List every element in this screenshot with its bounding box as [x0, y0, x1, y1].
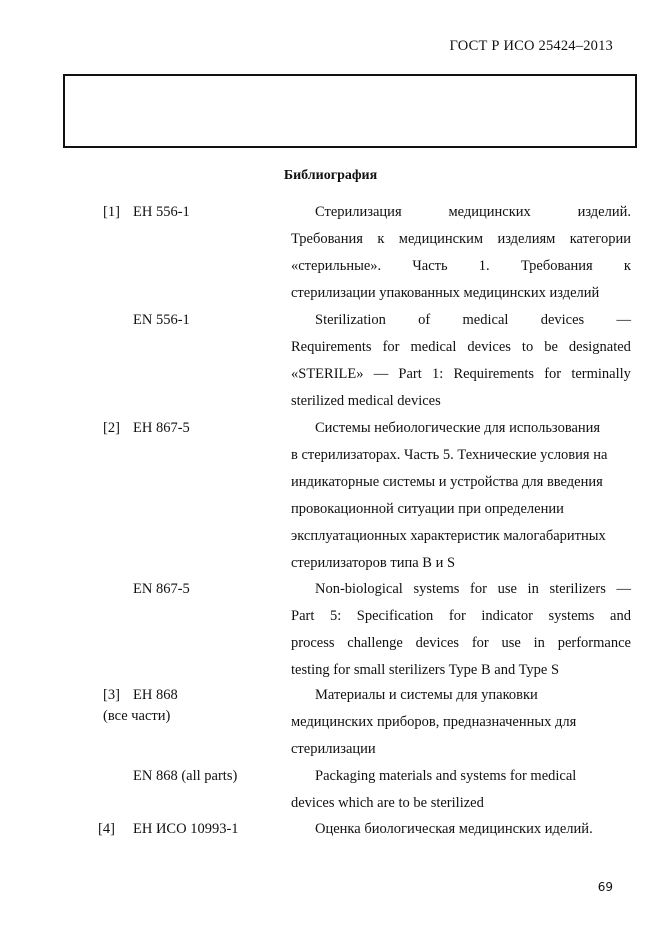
entry-number: [4] — [98, 821, 115, 837]
entry-description — [291, 763, 631, 817]
desc-line: «стерильные». Часть 1. Требования к — [291, 258, 631, 274]
entry-number: [2] — [103, 420, 120, 436]
desc-line: Packaging materials and systems for medical — [315, 768, 577, 784]
page-number: 69 — [597, 880, 613, 894]
desc-line: Стерилизация медицинских изделий. — [315, 204, 631, 220]
desc-line: Non-biological systems for use in sterilizers — — [315, 581, 631, 597]
desc-line: Требования к медицинским изделиям категории — [291, 231, 631, 247]
desc-line: медицинских приборов, предназначенных для — [291, 714, 577, 730]
desc-line: Requirements for medical devices to be designated — [291, 339, 631, 355]
blank-frame — [63, 74, 637, 148]
desc-line: Part 5: Specification for indicator systems and — [291, 608, 631, 624]
desc-line: Оценка биологическая медицинских иделий. — [315, 821, 593, 837]
desc-line: стерилизации упакованных медицинских изделий — [291, 285, 600, 301]
desc-line: эксплуатационных характеристик малогабаритных — [291, 528, 606, 544]
bibliography-title: Библиография — [283, 168, 378, 183]
entry-code: ЕН ИСО 10993-1 — [133, 821, 239, 837]
desc-line: стерилизации — [291, 741, 376, 757]
entry-code: ЕН 868 — [133, 687, 178, 703]
desc-line: Системы небиологические для использования — [315, 420, 601, 436]
entry-number: [1] — [103, 204, 120, 220]
entry-code-note: (все части) — [103, 708, 171, 724]
desc-line: testing for small sterilizers Type B and Type S — [291, 662, 560, 678]
desc-line: sterilized medical devices — [291, 393, 441, 409]
entry-description — [291, 816, 631, 843]
standard-code-header: ГОСТ Р ИСО 25424–2013 — [449, 38, 613, 54]
entry-code: ЕН 867-5 — [133, 420, 190, 436]
entry-description — [291, 682, 631, 763]
entry-number: [3] — [103, 687, 120, 703]
desc-line: в стерилизаторах. Часть 5. Технические условия на — [291, 447, 608, 463]
entry-description — [291, 307, 631, 415]
entry-description — [291, 576, 631, 684]
entry-code: ЕН 556-1 — [133, 204, 190, 220]
entry-code: EN 867-5 — [133, 581, 190, 597]
entry-code: EN 556-1 — [133, 312, 190, 328]
desc-line: провокационной ситуации при определении — [291, 501, 564, 517]
desc-line: стерилизаторов типа B и S — [291, 555, 456, 571]
desc-line: process challenge devices for use in performance — [291, 635, 631, 651]
desc-line: «STERILE» — Part 1: Requirements for terminally — [291, 366, 631, 382]
entry-description — [291, 199, 631, 307]
desc-line: devices which are to be sterilized — [291, 795, 484, 811]
desc-line: Sterilization of medical devices — — [315, 312, 631, 328]
entry-description — [291, 415, 631, 577]
entry-code: EN 868 (all parts) — [133, 768, 238, 784]
desc-line: Материалы и системы для упаковки — [315, 687, 538, 703]
desc-line: индикаторные системы и устройства для введения — [291, 474, 603, 490]
